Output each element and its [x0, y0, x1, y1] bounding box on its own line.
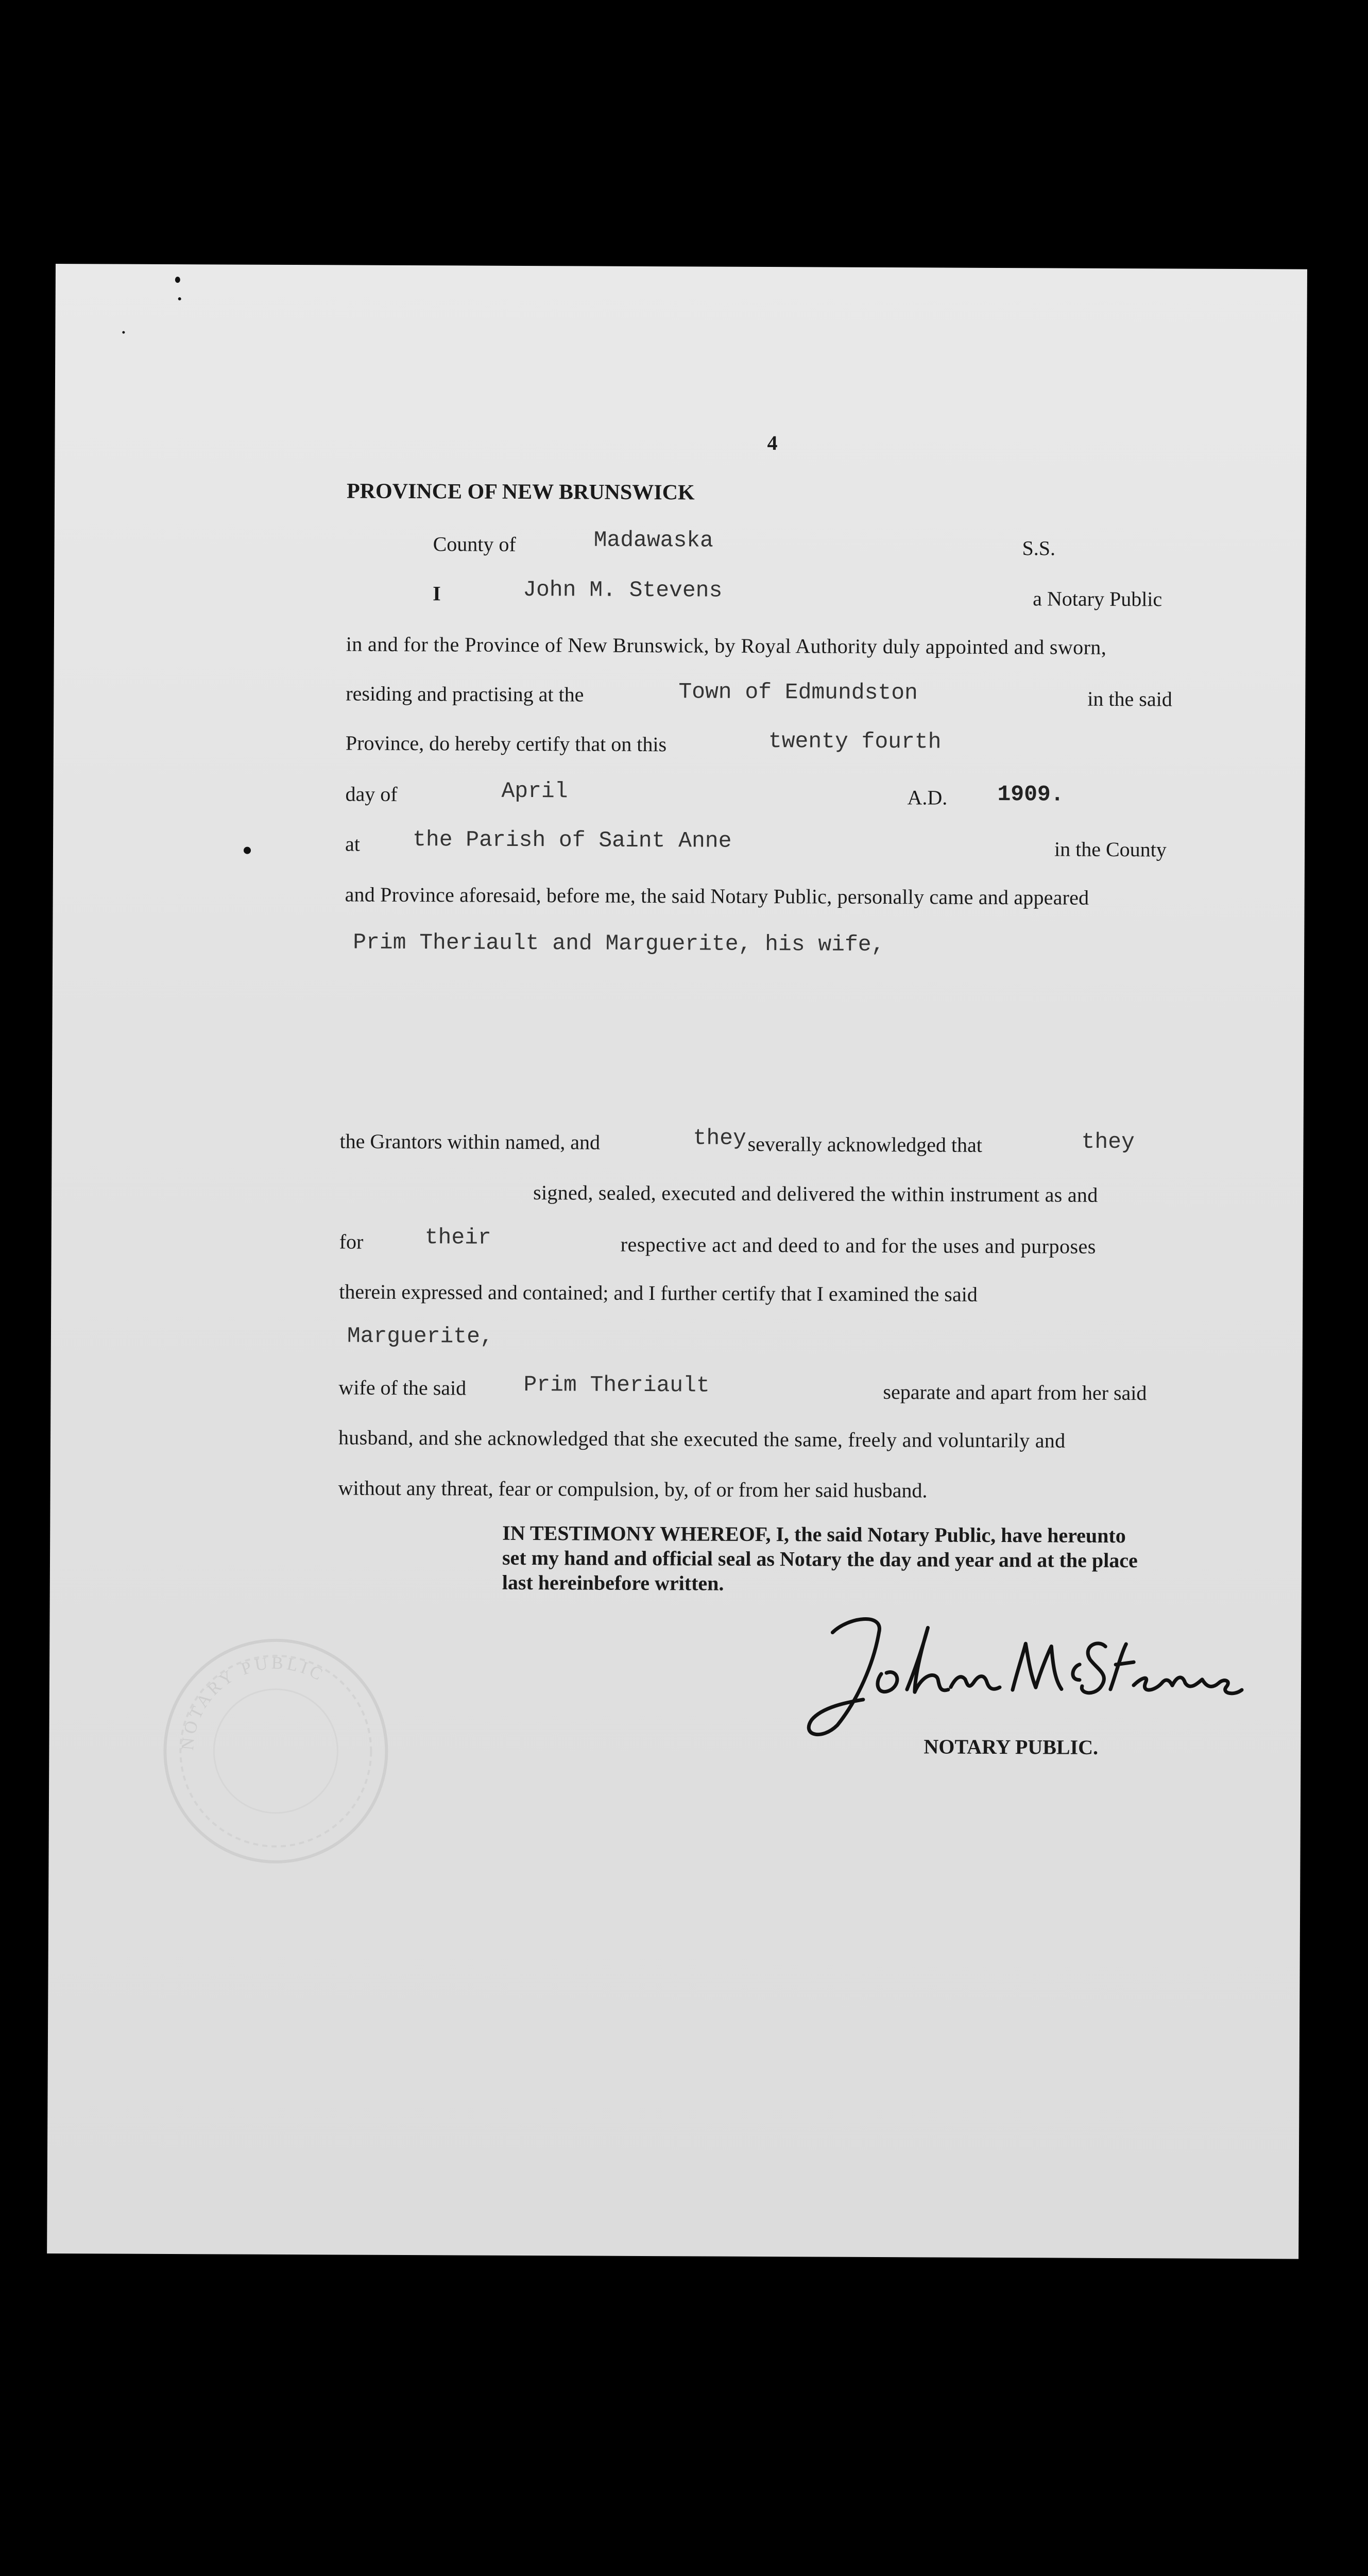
page-number: 4 [767, 431, 778, 455]
for-label: for [339, 1230, 364, 1253]
county-label: County of [433, 532, 516, 556]
they-value-2: they [1081, 1129, 1135, 1155]
respective-line: respective act and deed to and for the uses and purposes [620, 1232, 1097, 1258]
ink-speck [122, 331, 125, 334]
place-value: the Parish of Saint Anne [413, 827, 732, 854]
county-value: Madawaska [593, 527, 714, 553]
in-the-said-label: in the said [1087, 687, 1172, 711]
province-certify-label: Province, do hereby certify that on this [345, 731, 667, 756]
day-value: twenty fourth [768, 728, 942, 755]
in-county-label: in the County [1054, 837, 1167, 861]
severally-label: severally acknowledged that [747, 1132, 983, 1157]
husband-line: husband, and she acknowledged that she executed the same, freely and voluntarily and [338, 1426, 1066, 1452]
appeared-value: Prim Theriault and Marguerite, his wife, [353, 929, 885, 958]
ss-label: S.S. [1022, 536, 1056, 560]
wife-of-label: wife of the said [338, 1376, 467, 1400]
svg-text:NOTARY PUBLIC: NOTARY PUBLIC [178, 1653, 329, 1751]
ink-speck [175, 277, 180, 283]
husband-name-value: Prim Theriault [523, 1371, 710, 1398]
ink-speck [178, 297, 181, 300]
their-value: their [424, 1225, 491, 1250]
they-value-1: they [693, 1125, 746, 1151]
appeared-line: and Province aforesaid, before me, the said Notary Public, personally came and appeared [345, 883, 1089, 909]
testimony-line-2: set my hand and official seal as Notary the day and year and at the place [502, 1546, 1138, 1572]
testimony-line-1: IN TESTIMONY WHEREOF, I, the said Notary Public, have hereunto [502, 1521, 1126, 1548]
notary-public-footer: NOTARY PUBLIC. [924, 1735, 1099, 1759]
notary-public-label: a Notary Public [1033, 587, 1162, 611]
residing-label: residing and practising at the [346, 682, 584, 706]
at-label: at [345, 832, 361, 856]
notary-signature [770, 1596, 1260, 1753]
day-of-label: day of [345, 782, 398, 806]
threat-line: without any threat, fear or compulsion, by, of or from her said husband. [338, 1476, 928, 1502]
authority-line: in and for the Province of New Brunswick, by Royal Authority duly appointed and sworn, [346, 632, 1107, 659]
therein-line: therein expressed and contained; and I further certify that I examined the said [339, 1280, 978, 1306]
signed-line: signed, sealed, executed and delivered the within instrument as and [533, 1181, 1098, 1207]
i-label: I [433, 582, 441, 605]
wife-name-value: Marguerite, [347, 1323, 493, 1349]
year-value: 1909. [997, 781, 1064, 807]
notary-name-value: John M. Stevens [523, 577, 723, 603]
ink-speck [244, 847, 251, 854]
province-heading: PROVINCE OF NEW BRUNSWICK [346, 479, 695, 505]
document-page [47, 264, 1307, 2259]
separate-label: separate and apart from her said [883, 1380, 1147, 1405]
grantors-label: the Grantors within named, and [339, 1129, 601, 1154]
month-value: April [501, 778, 568, 804]
ad-label: A.D. [907, 786, 948, 809]
residing-value: Town of Edmundston [678, 679, 918, 706]
testimony-line-3: last hereinbefore written. [502, 1570, 724, 1595]
embossed-seal-icon [157, 1632, 395, 1870]
